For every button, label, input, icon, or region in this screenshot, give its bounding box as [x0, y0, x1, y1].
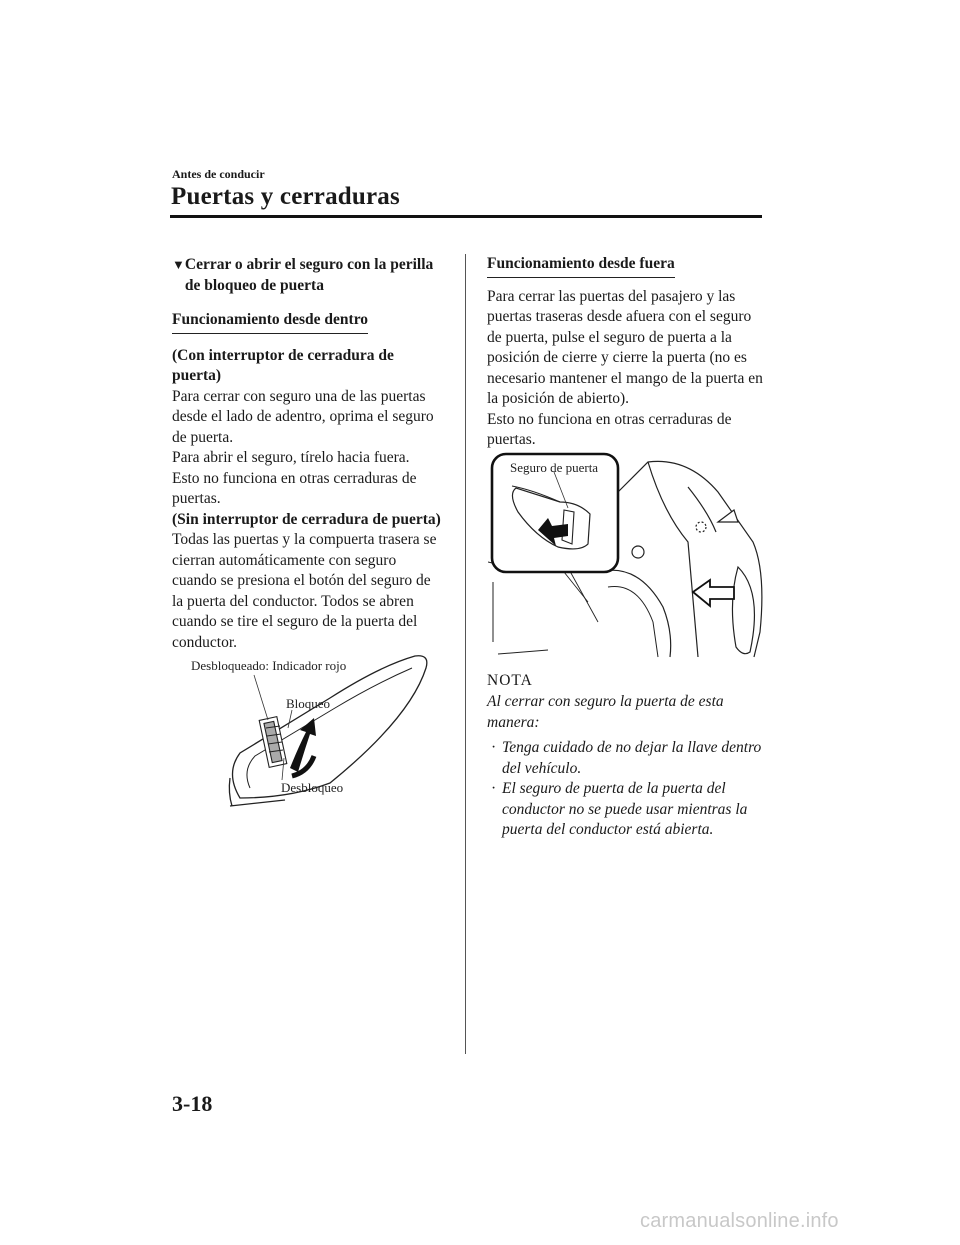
- label-unlock: Desbloqueo: [281, 780, 344, 795]
- case2-title: (Sin interruptor de cerradura de puerta): [172, 510, 441, 528]
- outside-paragraph-2: Esto no funciona en otras cerraduras de puertas.: [487, 410, 732, 448]
- case1-paragraph-2: Para abrir el seguro, tírelo hacia fuera.: [172, 449, 410, 466]
- label-unlocked-indicator: Desbloqueado: Indicador rojo: [191, 658, 347, 673]
- exterior-lock-figure: [488, 452, 770, 662]
- outside-paragraph-1: Para cerrar las puertas del pasajero y las puertas traseras desde afuera con el seguro de puerta, pulse el seguro de puerta a la posición de cierre y cierre la puerta (no es necesario mantener el mango de la puerta en la posición de abierto).: [487, 287, 763, 407]
- bullet-icon: ·: [491, 739, 497, 756]
- rear-wheel-arch: [598, 570, 671, 657]
- leader-line-unlocked: [254, 675, 268, 720]
- list-item: [487, 779, 762, 841]
- leader-line-lock: [288, 710, 292, 728]
- watermark: carmanualsonline.info: [640, 1210, 839, 1232]
- left-column: [172, 254, 444, 653]
- column-divider: [465, 254, 466, 1054]
- section-heading: [172, 254, 444, 296]
- triangle-marker-icon: ▼: [172, 257, 185, 272]
- case1-paragraph-3: Esto no funciona en otras cerraduras de puertas.: [172, 469, 417, 507]
- label-lock: Bloqueo: [286, 696, 331, 711]
- note-item-text: Tenga cuidado de no dejar la llave dentro del vehículo.: [502, 739, 762, 777]
- side-mirror: [718, 510, 738, 522]
- subheading-outside: Funcionamiento desde fuera: [487, 254, 675, 278]
- case1-title: (Con interruptor de cerradura de puerta): [172, 346, 394, 384]
- page-title: Puertas y cerraduras: [171, 183, 400, 210]
- title-rule: [170, 215, 762, 218]
- case1-paragraph-1: Para cerrar con seguro una de las puertas desde el lado de adentro, oprima el seguro de puerta.: [172, 387, 434, 446]
- front-wheel: [732, 567, 754, 654]
- bullet-icon: ·: [491, 780, 497, 797]
- note-item-text: El seguro de puerta de la puerta del conductor no se puede usar mientras la puerta del conductor está abierta.: [502, 780, 748, 838]
- page-number: 3-18: [172, 1091, 213, 1116]
- door-pointer-arrow-icon: [693, 580, 734, 606]
- lock-knob: [259, 717, 287, 768]
- section-heading-text: Cerrar o abrir el seguro con la perilla de bloqueo de puerta: [184, 256, 434, 294]
- case2-paragraph-1: Todas las puertas y la compuerta trasera se cierran automáticamente con seguro cuando se presiona el botón del seguro de la puerta del conductor. Todos se abren cuando se tire el seguro de la puerta del conductor.: [172, 531, 437, 651]
- note-title: NOTA: [487, 672, 533, 689]
- chapter-label: Antes de conducir: [172, 167, 265, 181]
- label-door-lock: Seguro de puerta: [510, 460, 599, 475]
- right-column: [487, 254, 767, 451]
- subheading-inside: Funcionamiento desde dentro: [172, 310, 368, 334]
- note-intro: Al cerrar con seguro la puerta de esta manera:: [487, 693, 724, 731]
- note-list: [487, 738, 762, 841]
- list-item: [487, 738, 762, 779]
